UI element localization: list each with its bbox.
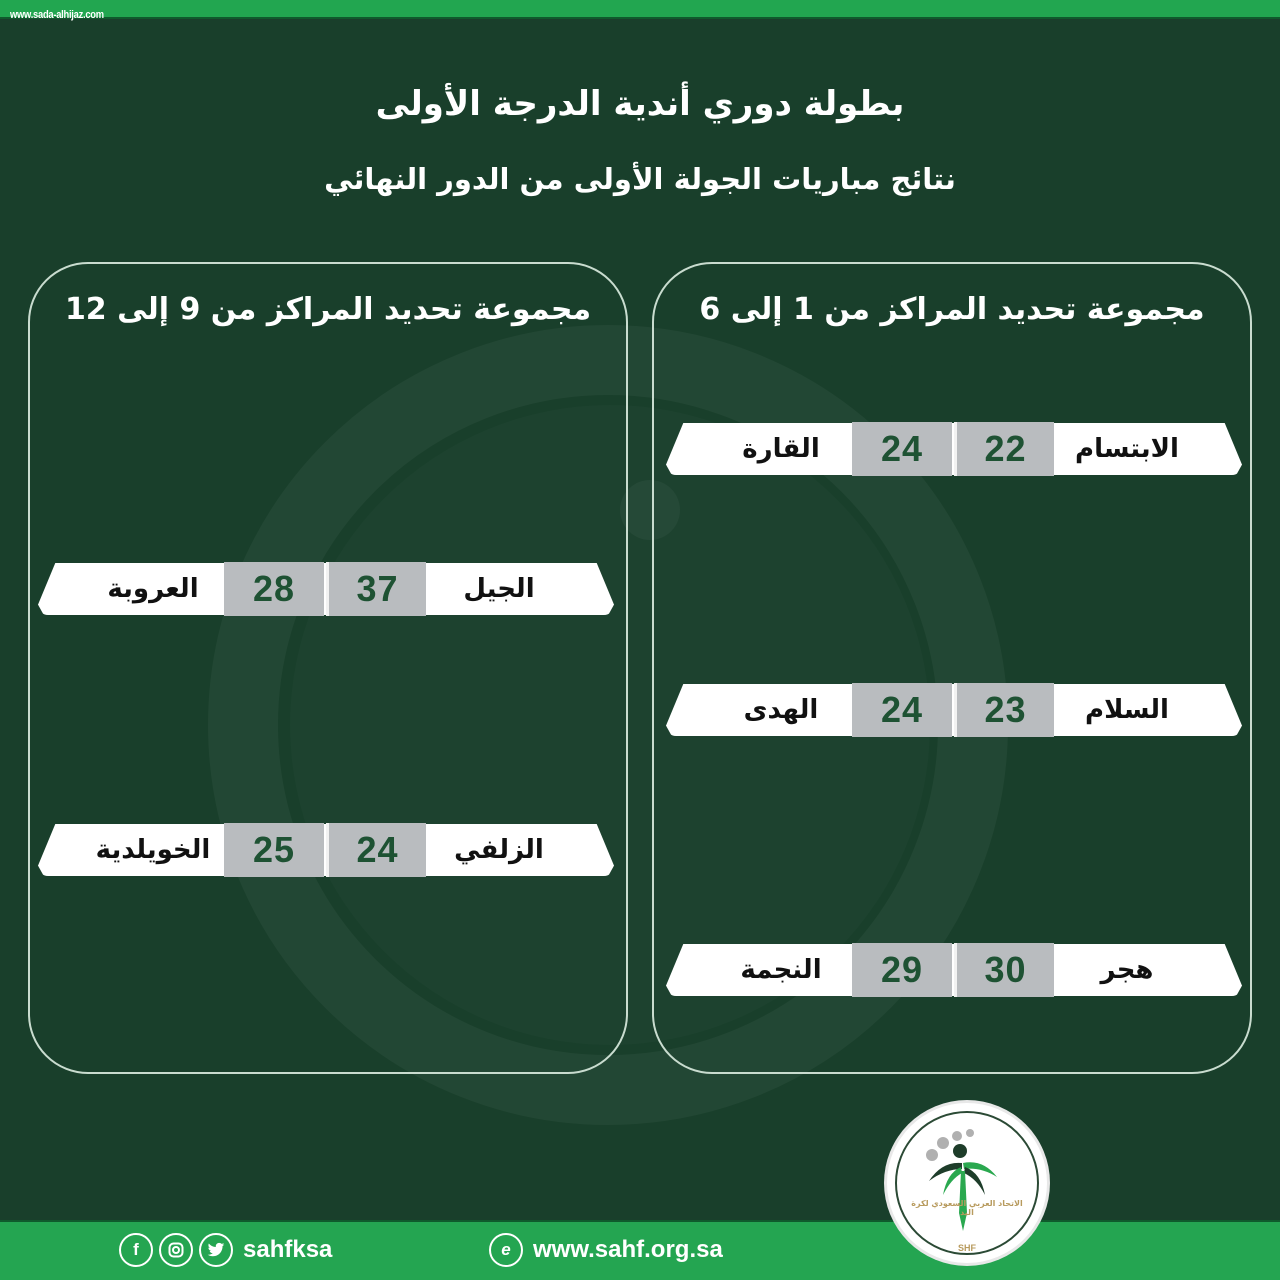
group-title: مجموعة تحديد المراكز من 1 إلى 6 (699, 292, 1205, 327)
away-team: النجمة (740, 955, 822, 985)
away-score: 24 (852, 422, 952, 476)
match-row (38, 563, 614, 615)
website-url[interactable]: www.sahf.org.sa (533, 1236, 723, 1263)
home-team: الزلفي (454, 835, 544, 865)
website-link (489, 1233, 723, 1267)
group-title: مجموعة تحديد المراكز من 9 إلى 12 (64, 292, 592, 327)
away-team: القارة (742, 434, 820, 464)
page-subtitle: نتائج مباريات الجولة الأولى من الدور النهائي (324, 162, 956, 196)
watermark-url: www.sada-alhijaz.com (10, 9, 104, 21)
away-score: 28 (224, 562, 324, 616)
away-team: العروبة (107, 574, 199, 604)
logo-abbreviation: SHF (958, 1243, 976, 1253)
facebook-icon[interactable]: f (119, 1233, 153, 1267)
home-team: الجيل (463, 574, 535, 604)
home-score: 23 (954, 683, 1054, 737)
home-team: الابتسام (1075, 434, 1179, 464)
group-panel-positions-1-6 (652, 262, 1252, 1074)
group-panel-positions-9-12 (28, 262, 628, 1074)
away-score: 24 (852, 683, 952, 737)
instagram-icon[interactable] (159, 1233, 193, 1267)
home-score: 30 (954, 943, 1054, 997)
twitter-icon[interactable] (199, 1233, 233, 1267)
logo-federation-name: الاتحاد العربي السعودي لكرة اليد (911, 1199, 1023, 1217)
federation-logo (887, 1103, 1047, 1263)
match-row (666, 684, 1242, 736)
home-score: 37 (326, 562, 426, 616)
match-row (666, 423, 1242, 475)
web-icon[interactable]: e (489, 1233, 523, 1267)
social-handle[interactable]: sahfksa (243, 1236, 333, 1263)
away-team: الخويلدية (95, 835, 211, 865)
home-team: السلام (1085, 695, 1169, 725)
social-links (119, 1233, 332, 1267)
match-row (38, 824, 614, 876)
match-row (666, 944, 1242, 996)
away-team: الهدى (743, 695, 819, 725)
home-team: هجر (1100, 955, 1154, 985)
home-score: 22 (954, 422, 1054, 476)
home-score: 24 (326, 823, 426, 877)
top-bar (0, 0, 1280, 19)
away-score: 25 (224, 823, 324, 877)
away-score: 29 (852, 943, 952, 997)
palm-tree-icon (887, 1103, 1047, 1263)
page-title: بطولة دوري أندية الدرجة الأولى (375, 84, 905, 124)
